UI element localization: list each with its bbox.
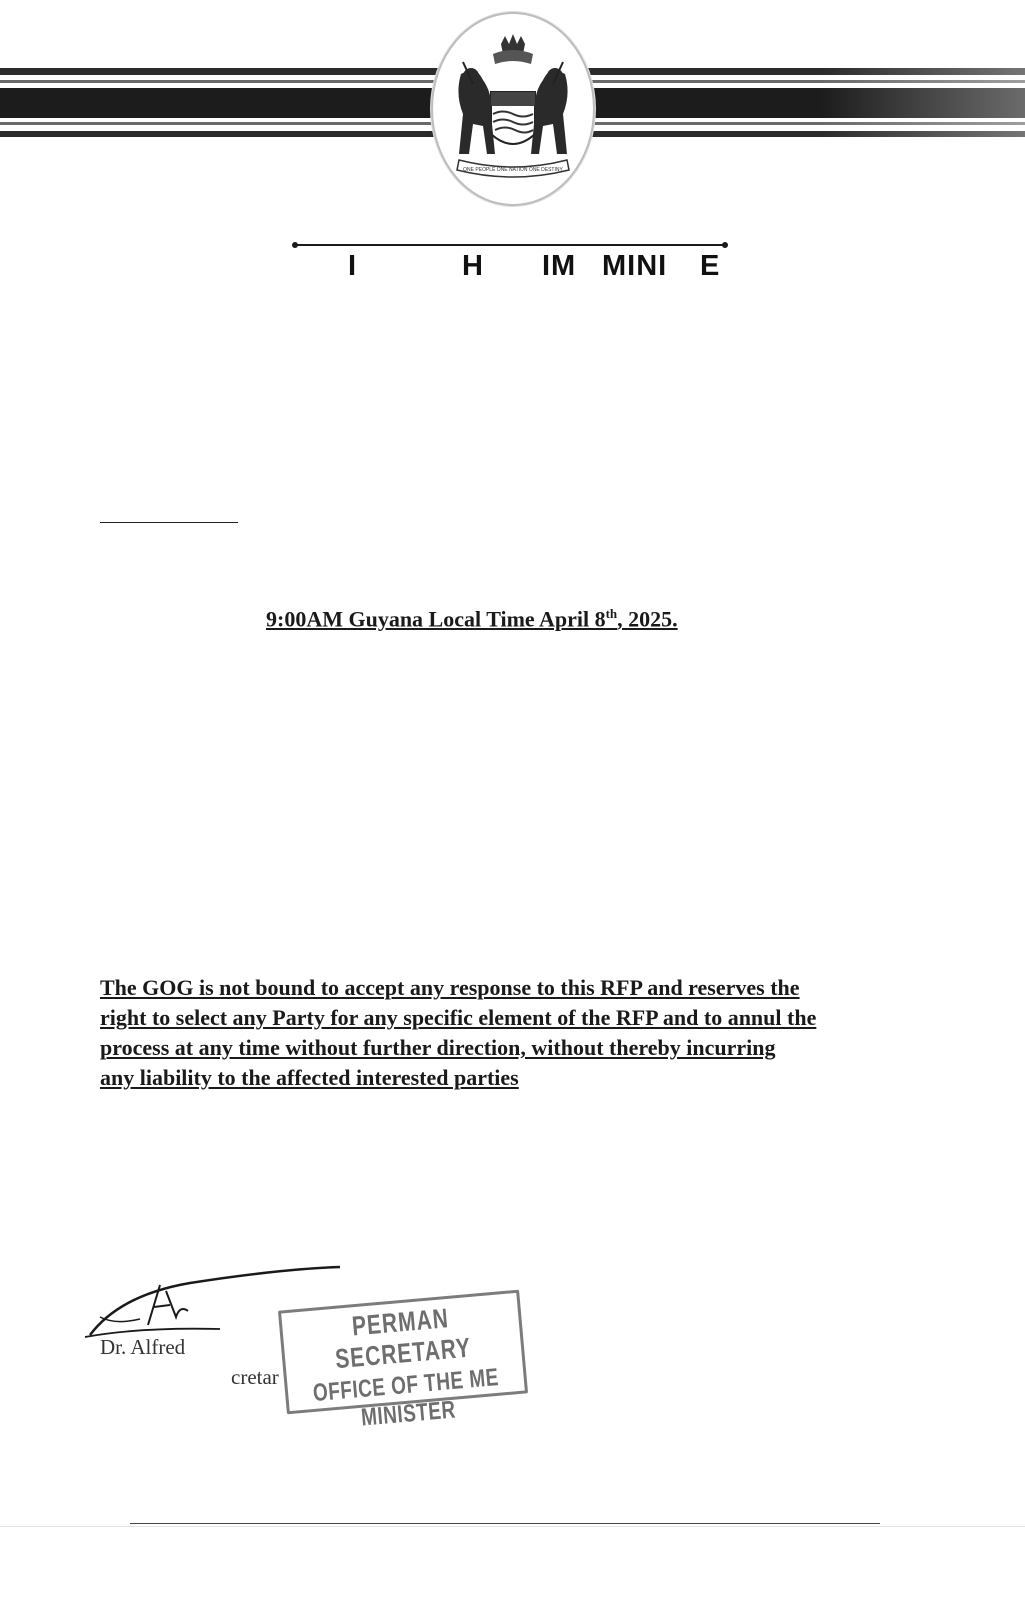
stamp-line: OFFICE OF THE ME MINISTER bbox=[311, 1364, 500, 1433]
deadline-datetime bbox=[266, 606, 678, 632]
footer-rule bbox=[130, 1523, 880, 1524]
disclaimer-line: process at any time without further direction, without thereby incurring bbox=[100, 1035, 776, 1060]
datetime-main: 9:00AM Guyana Local Time April 8 bbox=[266, 606, 606, 632]
disclaimer-line: any liability to the affected interested parties bbox=[100, 1065, 519, 1090]
title-fragment: E bbox=[700, 250, 721, 282]
disclaimer-line: right to select any Party for any specific element of the RFP and to annul the bbox=[100, 1005, 817, 1030]
disclaimer-line: The GOG is not bound to accept any response to this RFP and reserves the bbox=[100, 975, 800, 1000]
coat-of-arms-icon bbox=[433, 14, 593, 204]
svg-text:ONE PEOPLE ONE NATION ONE DEST: ONE PEOPLE ONE NATION ONE DESTINY bbox=[463, 167, 563, 173]
section-rule bbox=[100, 522, 238, 523]
datetime-ordinal: th bbox=[605, 606, 618, 621]
office-title bbox=[330, 250, 750, 290]
datetime-year: , 2025. bbox=[617, 606, 678, 632]
footer-rule-faint bbox=[0, 1526, 1025, 1527]
title-fragment: IM bbox=[542, 250, 577, 282]
signatory-title: cretar bbox=[231, 1365, 279, 1389]
title-fragment: H bbox=[462, 250, 484, 282]
disclaimer-paragraph bbox=[100, 973, 950, 1093]
letterhead-rule bbox=[295, 244, 725, 246]
official-stamp bbox=[278, 1290, 528, 1433]
title-fragment: MINI bbox=[602, 250, 668, 282]
stamp-line: PERMAN SECRETARY bbox=[334, 1303, 473, 1375]
coat-of-arms-emblem bbox=[431, 12, 595, 206]
signatory-name: Dr. Alfred bbox=[100, 1335, 186, 1359]
title-fragment: I bbox=[348, 250, 358, 282]
